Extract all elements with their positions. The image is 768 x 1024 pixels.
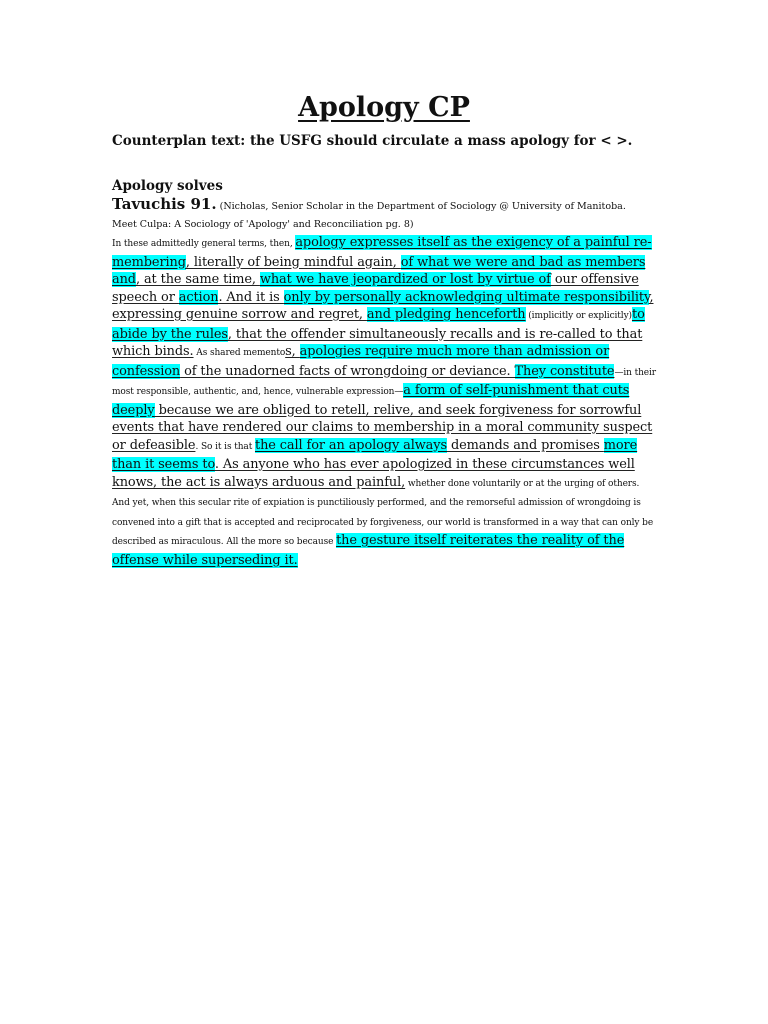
unread-text: —in their most responsible, authentic, and, hence, vulnerable expression— bbox=[112, 367, 656, 397]
underlined-text: of the unadorned facts of wrongdoing or deviance. bbox=[180, 363, 515, 379]
highlighted-text: action bbox=[178, 289, 219, 305]
highlighted-text: They constitute bbox=[514, 363, 615, 379]
highlighted-text: a form of self-punishment that cuts deeply bbox=[112, 383, 630, 418]
underlined-text: because we are obliged to retell, relive, and seek forgiveness for sorrowful events that have rendered our claims to membership in a moral community suspect or defeasible bbox=[112, 402, 653, 453]
unread-text: . So it is that bbox=[195, 441, 255, 452]
underlined-text: , at the same time, bbox=[135, 272, 260, 287]
evidence-card-body bbox=[112, 234, 656, 569]
highlighted-text: of what we were and bad as members and bbox=[112, 254, 646, 287]
underlined-text: , expressing genuine sorrow and regret, bbox=[112, 289, 654, 322]
highlighted-text: . bbox=[293, 552, 298, 568]
underlined-text: , literally of being mindful again, bbox=[185, 254, 401, 270]
page-title: Apology CP bbox=[298, 92, 470, 123]
highlighted-text: only by personally acknowledging ultimate responsibility bbox=[283, 289, 650, 305]
highlighted-text: apology expresses itself as the exigency of a painful re-membering bbox=[112, 235, 652, 270]
unread-text: whether done voluntarily or at the urging of others. And yet, when this secular rite of expiation is punctiliously performed, and the remorseful admission of wrongdoing is convened into a gift that is accepted and reciprocated by forgiveness, our world is transformed in a way that can only be described as miraculous. All the more so because bbox=[112, 478, 654, 547]
unread-text: As shared memento bbox=[193, 348, 286, 358]
underlined-text: our offensive speech or bbox=[112, 272, 639, 305]
cite-book-title: Meet Culpa: A Sociology of 'Apology' and Reconciliation bbox=[112, 219, 383, 230]
unread-text: In these admittedly general terms, then, bbox=[112, 239, 296, 249]
underlined-text: , that the offender simultaneously recalls and is re-called to that which binds. bbox=[112, 326, 643, 359]
underlined-text: s, bbox=[285, 344, 300, 359]
underlined-text: . And it is bbox=[218, 289, 284, 305]
cite-info-start: (Nicholas, Senior Scholar in the Department of Sociology @ University of Manitoba. bbox=[216, 201, 626, 212]
citation bbox=[112, 196, 652, 232]
cite-author-punct: . bbox=[211, 195, 217, 213]
highlighted-text: more than it seems to bbox=[112, 437, 638, 472]
underlined-text: demands and promises bbox=[446, 437, 604, 453]
counterplan-text: Counterplan text: the USFG should circulate a mass apology for < >. bbox=[112, 133, 633, 149]
cite-author: Tavuchis 91 bbox=[112, 195, 212, 213]
highlighted-text: the gesture itself reiterates the reality of the offense while superseding it bbox=[112, 533, 625, 568]
cite-info-end: pg. 8) bbox=[382, 219, 414, 230]
highlighted-text: apologies require much more than admission or confession bbox=[112, 344, 610, 379]
unread-text: (implicitly or explicitly) bbox=[525, 311, 632, 321]
highlighted-text: to abide by the rules bbox=[112, 307, 645, 342]
evidence-tag: Apology solves bbox=[112, 178, 223, 194]
highlighted-text: what we have jeopardized or lost by virtue of bbox=[259, 272, 551, 287]
highlighted-text: the call for an apology always bbox=[254, 437, 447, 453]
underlined-text: . As anyone who has ever apologized in these circumstances well knows, the act is always arduous and painful, bbox=[112, 457, 635, 490]
highlighted-text: and pledging henceforth bbox=[366, 307, 526, 322]
